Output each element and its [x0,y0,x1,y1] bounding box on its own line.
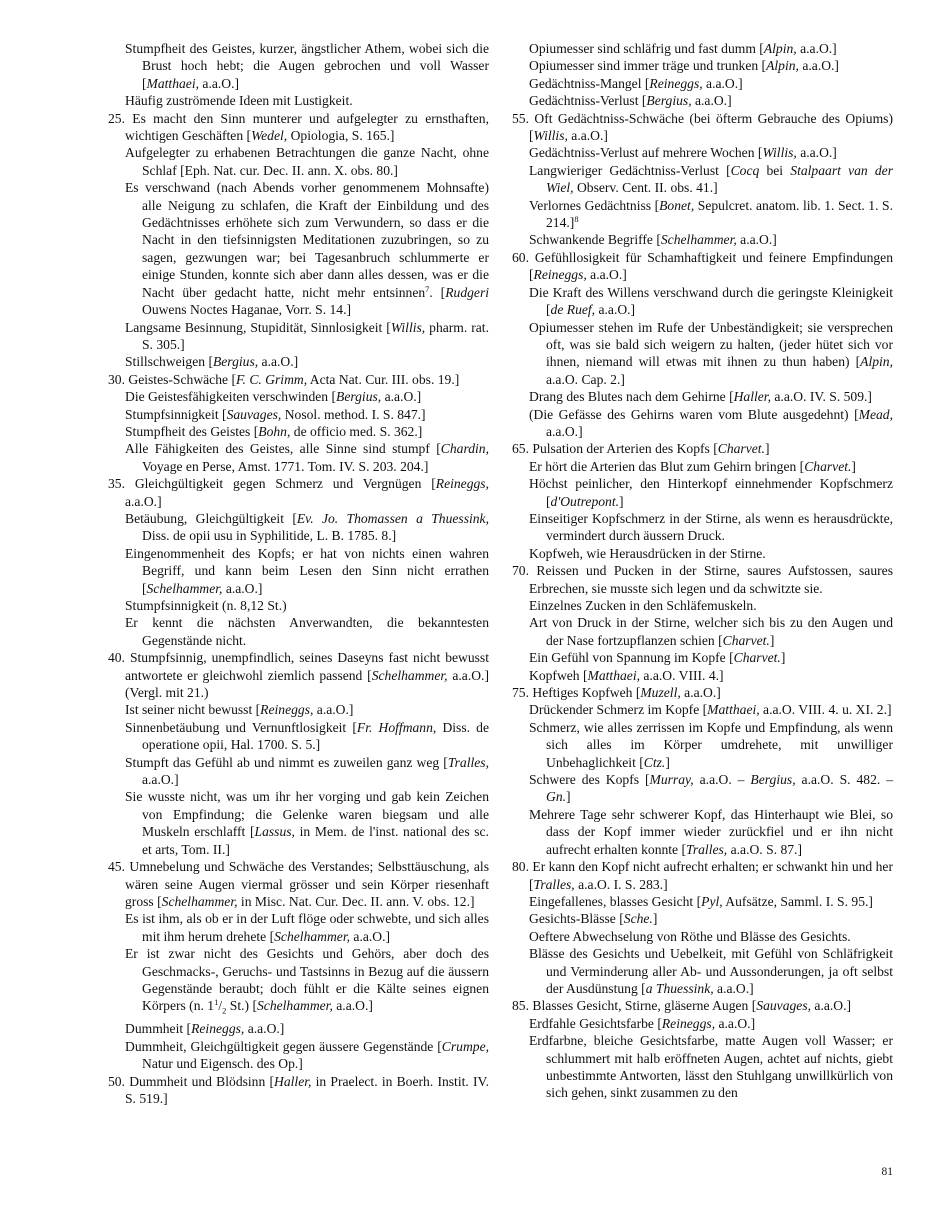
sub-entry: Stillschweigen [Bergius, a.a.O.] [125,354,299,370]
numbered-entry: 85. Blasses Gesicht, Stirne, gläserne Augen [Sauvages, a.a.O.] [512,998,852,1014]
sub-entry: Langsame Besinnung, Stupidität, Sinnlosigkeit [Willis, pharm. rat. S. 305.] [125,319,489,352]
sub-entry: Stumpfheit des Geistes [Bohn, de officio med. S. 362.] [125,423,423,439]
sub-entry: Gedächtniss-Verlust [Bergius, a.a.O.] [529,93,732,109]
numbered-entry: 65. Pulsation der Arterien des Kopfs [Charvet.] [512,441,770,457]
sub-entry: Erdfahle Gesichtsfarbe [Reineggs, a.a.O.] [529,1015,756,1031]
sub-entry: Betäubung, Gleichgültigkeit [Ev. Jo. Thomassen a Thuessink, Diss. de opii usu in Syphilitide, L. B. 1785. 8.] [125,510,489,544]
sub-entry: Häufig zuströmende Ideen mit Lustigkeit. [125,93,353,109]
numbered-entry: 80. Er kann den Kopf nicht aufrecht erhalten; er schwankt hin und her [Tralles, a.a.O. I. S. 283.] [512,859,893,892]
sub-entry: Er hört die Arterien das Blut zum Gehirn bringen [Charvet.] [529,458,856,474]
sub-entry: Kopfweh, wie Herausdrücken in der Stirne. [529,545,766,561]
sub-entry: Stumpfsinnigkeit (n. 8,12 St.) [125,598,287,613]
numbered-entry: 30. Geistes-Schwäche [F. C. Grimm, Acta Nat. Cur. III. obs. 19.] [108,371,460,387]
numbered-entry: 55. Oft Gedächtniss-Schwäche (bei öfterm Gebrauche des Opiums) [Willis, a.a.O.] [512,110,893,144]
sub-entry: Schwankende Begriffe [Schelhammer, a.a.O.] [529,232,777,248]
sub-entry: Stumpfsinnigkeit [Sauvages, Nosol. method. I. S. 847.] [125,406,426,422]
sub-entry: Gedächtniss-Mangel [Reineggs, a.a.O.] [529,75,743,91]
sub-entry: Stumpfheit des Geistes, kurzer, ängstlicher Athem, wobei sich die Brust hoch hebt; die Augen gebrochen und voll Wasser [Matthaei, a.a.O.] [125,41,489,91]
sub-entry: Ist seiner nicht bewusst [Reineggs, a.a.O.] [125,702,354,718]
sub-entry: Sinnenbetäubung und Vernunftlosigkeit [Fr. Hoffmann, Diss. de operatione opii, Hal. 1700. S. 5.] [125,719,489,753]
sub-entry: Langwieriger Gedächtniss-Verlust [Cocq bei Stalpaart van der Wiel, Observ. Cent. II. obs. 41.] [529,162,893,196]
numbered-entry: 50. Dummheit und Blödsinn [Haller, in Praelect. in Boerh. Instit. IV. S. 519.] [108,1073,489,1107]
sub-entry: Gesichts-Blässe [Sche.] [529,911,658,927]
sub-entry: Einseitiger Kopfschmerz in der Stirne, als wenn es herausdrückte, vermindert durch äussern Druck. [529,510,893,544]
page-number: 81 [881,1166,893,1178]
sub-entry: Art von Druck in der Stirne, welcher sich bis zu den Augen und der Nase fortzupflanzen schien [Charvet.] [529,615,893,648]
sub-entry: (Die Gefässe des Gehirns waren vom Blute ausgedehnt) [Mead, a.a.O.] [529,406,893,439]
sub-entry: Ein Gefühl von Spannung im Kopfe [Charvet.] [529,650,786,666]
sub-entry: Es ist ihm, als ob er in der Luft flöge oder schwebte, und sich alles mit ihm herum drehete [Schelhammer, a.a.O.] [125,911,489,944]
sub-entry: Dummheit, Gleichgültigkeit gegen äussere Gegenstände [Crumpe, Natur und Eigensch. des Op.] [125,1038,489,1072]
sub-entry: Drang des Blutes nach dem Gehirne [Haller, a.a.O. IV. S. 509.] [529,389,872,405]
sub-entry: Die Kraft des Willens verschwand durch die geringste Kleinigkeit [de Ruef, a.a.O.] [529,284,893,318]
numbered-entry: 75. Heftiges Kopfweh [Muzell, a.a.O.] [512,685,721,701]
sub-entry: Opiumesser sind immer träge und trunken [Alpin, a.a.O.] [529,58,839,74]
sub-entry: Mehrere Tage sehr schwerer Kopf, das Hinterhaupt wie Blei, so dass der Kopf immer wieder zurückfiel und er ihn nicht aufrecht erhalten konnte [Tralles, a.a.O. S. 87.] [529,806,893,857]
sub-entry: Er ist zwar nicht des Gesichts und Gehörs, aber doch des Geschmacks-, Geruchs- und Tastsinns in Bezug auf die äussern Gegenstände beraubt; doch fühlt er die Kälte seines eignen Körpers (n. $1^1/_2$ St.) [Schelhammer, a.a.O.] [125,946,489,1017]
numbered-entry: 25. Es macht den Sinn munterer und aufgelegter zu ernsthaften, wichtigen Geschäften [Wedel, Opiologia, S. 165.] [108,110,489,144]
sub-entry: Einzelnes Zucken in den Schläfemuskeln. [529,598,757,613]
sub-entry: Opiumesser stehen im Rufe der Unbeständigkeit; sie versprechen oft, was sie bald sich weigern zu halten, (jeder hütet sich vor ihnen, niemand will etwas mit ihnen zu thun haben) [Alpin, a.a.O. Cap. 2.] [529,319,893,387]
sub-entry: Die Geistesfähigkeiten verschwinden [Bergius, a.a.O.] [125,389,422,405]
numbered-entry: 40. Stumpfsinnig, unempfindlich, seines Daseyns fast nicht bewusst antwortete er gleichwohl ziemlich passend [Schelhammer, a.a.O.] (Vergl. mit 21.) [108,650,489,701]
numbered-entry: 60. Gefühllosigkeit für Schamhaftigkeit und feinere Empfindungen [Reineggs, a.a.O.] [512,249,893,283]
sub-entry: Sie wusste nicht, was um ihr her vorging und gab kein Zeichen von Empfindung; die Gelenke waren biegsam und alle Muskeln erschlafft [Lassus, in Mem. de l'inst. national des sc. et arts, Tom. II.] [125,789,489,857]
sub-entry: Oeftere Abwechselung von Röthe und Blässe des Gesichts. [529,928,851,944]
left-column [108,40,489,1108]
sub-entry: Blässe des Gesichts und Uebelkeit, mit Gefühl von Schläfrigkeit und Verminderung aller Ab- und Aussonderungen, ja oft selbst der Ausdünstung [a Thuessink, a.a.O.] [529,946,893,996]
right-column [512,40,893,1102]
numbered-entry: 35. Gleichgültigkeit gegen Schmerz und Vergnügen [Reineggs, a.a.O.] [108,476,489,509]
sub-entry: Drückender Schmerz im Kopfe [Matthaei, a.a.O. VIII. 4. u. XI. 2.] [529,702,892,718]
sub-entry: Schwere des Kopfs [Murray, a.a.O. – Bergius, a.a.O. S. 482. – Gn.] [529,772,894,805]
numbered-entry: 70. Reissen und Pucken in der Stirne, saures Aufstossen, saures Erbrechen, sie musste sich legen und da schwitzte sie. [512,563,893,596]
sub-entry: Aufgelegter zu erhabenen Betrachtungen die ganze Nacht, ohne Schlaf [Eph. Nat. cur. Dec. II. ann. X. obs. 80.] [125,145,489,178]
sub-entry: Eingefallenes, blasses Gesicht [Pyl, Aufsätze, Samml. I. S. 95.] [529,893,873,909]
sub-entry: Dummheit [Reineggs, a.a.O.] [125,1021,285,1037]
sub-entry: Verlornes Gedächtniss [Bonet, Sepulcret. anatom. lib. 1. Sect. 1. S. 214.]$^8$ [529,197,893,231]
sub-entry: Eingenommenheit des Kopfs; er hat von nichts einen wahren Begriff, und kann beim Lesen den Sinn nicht errathen [Schelhammer, a.a.O.] [125,545,489,596]
sub-entry: Stumpft das Gefühl ab und nimmt es zuweilen ganz weg [Tralles, a.a.O.] [125,754,489,788]
sub-entry: Schmerz, wie alles zerrissen im Kopfe und Empfindung, als wenn sich alles im Körper umdrehete, mit unwilliger Unbehaglichkeit [Ctz.] [529,719,893,770]
sub-entry: Opiumesser sind schläfrig und fast dumm [Alpin, a.a.O.] [529,41,837,56]
sub-entry: Gedächtniss-Verlust auf mehrere Wochen [Willis, a.a.O.] [529,145,837,161]
sub-entry: Höchst peinlicher, den Hinterkopf einnehmender Kopfschmerz [d'Outrepont.] [529,476,893,509]
sub-entry: Er kennt die nächsten Anverwandten, die bekanntesten Gegenstände nicht. [125,615,489,648]
sub-entry: Es verschwand (nach Abends vorher genommenem Mohnsafte) alle Neigung zu schlafen, die Kraft der Einbildung und des Gedächtnisses erhöhete sich zum Verwundern, so dass er die Nacht in den tiefsinnigsten Meditationen zuzubringen, so zu sagen, gezwungen war; bei Tagesanbruch schlummerte er einige Stunden, konnte sich aber dann alles dessen, was er die Nacht über gedacht hatte, nicht mehr entsinnen$^7$. [Rudgeri Ouwens Noctes Haganae, Vorr. S. 14.] [125,180,490,318]
sub-entry: Erdfarbne, bleiche Gesichtsfarbe, matte Augen voll Wasser; er schlummert mit halb eröffneten Augen, achtet auf nichts, giebt unbestimmte Antworten, lässt den Stuhlgang unwillkürlich von sich gehen, sinkt zusammen zu den [529,1033,893,1101]
numbered-entry: 45. Umnebelung und Schwäche des Verstandes; Selbsttäuschung, als wären seine Augen viermal grösser und sein Körper riesenhaft gross [Schelhammer, in Misc. Nat. Cur. Dec. II. ann. V. obs. 12.] [108,859,489,909]
sub-entry: Alle Fähigkeiten des Geistes, alle Sinne sind stumpf [Chardin, Voyage en Perse, Amst. 1771. Tom. IV. S. 203. 204.] [125,441,489,474]
sub-entry: Kopfweh [Matthaei, a.a.O. VIII. 4.] [529,667,724,683]
